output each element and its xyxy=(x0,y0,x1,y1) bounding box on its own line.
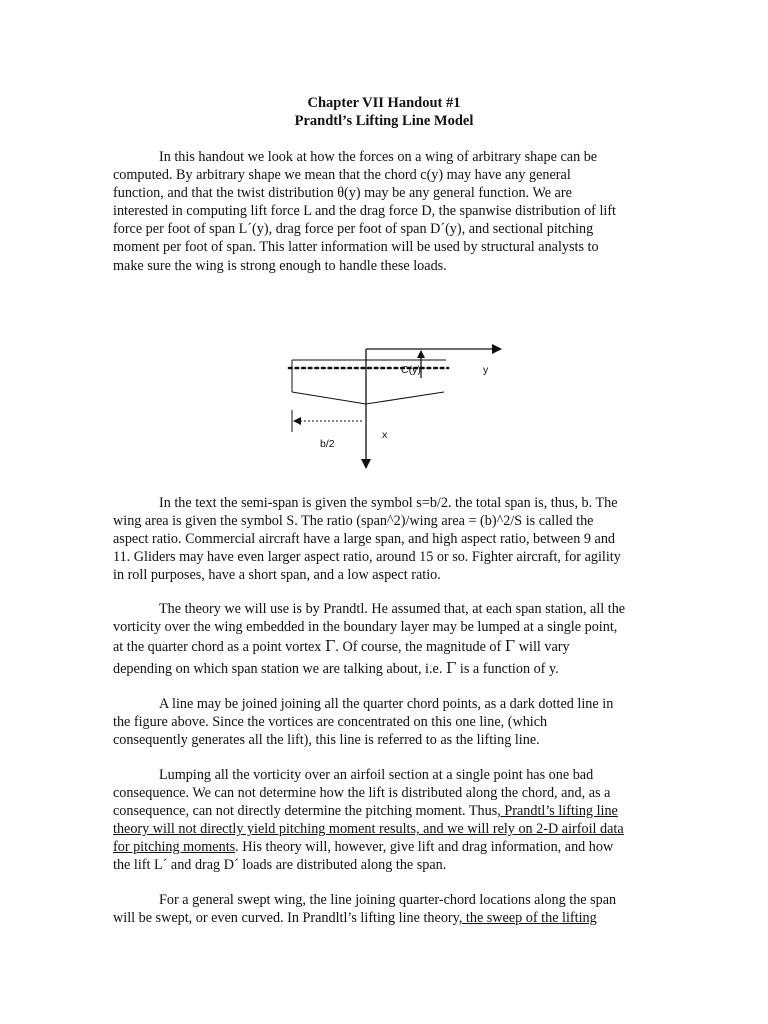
semispan-label: b/2 xyxy=(320,438,335,450)
text-line: Lumping all the vorticity over an airfoil section at a single point has one bad xyxy=(159,767,594,783)
text-line: consequence. We can not determine how the lift is distributed along the chord, and, as a xyxy=(113,785,611,802)
text-line: moment per foot of span. This latter information will be used by structural analysts to xyxy=(113,239,599,256)
text-line: make sure the wing is strong enough to handle these loads. xyxy=(113,257,447,274)
gamma-symbol: Γ xyxy=(324,637,336,656)
paragraph-aspect-ratio xyxy=(113,494,658,584)
underlined-text: theory will not directly yield pitching moment results, and we will rely on 2-D airfoil data xyxy=(113,821,624,838)
underlined-text: , the sweep of the lifting xyxy=(458,910,597,927)
x-axis-label: x xyxy=(382,429,388,441)
text-line: In this handout we look at how the forces on a wing of arbitrary shape can be xyxy=(159,149,598,165)
underlined-text: for pitching moments xyxy=(113,839,236,856)
paragraph-prandtl-theory xyxy=(113,600,658,680)
text-line xyxy=(113,838,658,856)
text-line: interested in computing lift force L and the drag force D, the spanwise distribution of lift xyxy=(113,203,616,220)
paragraph-pitching-moment xyxy=(113,766,658,875)
text-line xyxy=(113,657,658,680)
paragraph-swept-wing xyxy=(113,891,658,927)
title-line-1: Chapter VII Handout #1 xyxy=(307,95,461,111)
trailing-edge xyxy=(366,392,444,404)
text-line: aspect ratio. Commercial aircraft have a large span, and high aspect ratio, between 9 and xyxy=(113,531,616,548)
text-line: wing area is given the symbol S. The ratio (span^2)/wing area = (b)^2/S is called the xyxy=(113,513,594,530)
text-line: in roll purposes, have a short span, and a low aspect ratio. xyxy=(113,567,441,584)
text-line: computed. By arbitrary shape we mean that the chord c(y) may have any general xyxy=(113,167,571,184)
gamma-symbol: Γ xyxy=(504,637,516,656)
text-segment: will vary xyxy=(515,639,570,656)
paragraph-lifting-line xyxy=(113,695,658,749)
text-segment: will be swept, or even curved. In Prandltl’s lifting line theory xyxy=(113,910,459,927)
text-line: consequently generates all the lift), this line is referred to as the lifting line. xyxy=(113,732,540,749)
gamma-symbol: Γ xyxy=(445,659,457,678)
text-line: force per foot of span L´(y), drag force per foot of span D´(y), and sectional pitching xyxy=(113,221,594,238)
text-line: the lift L´ and drag D´ loads are distributed along the span. xyxy=(113,857,447,874)
chord-label: C(y) xyxy=(401,364,421,376)
text-line: 11. Gliders may have even larger aspect ratio, around 15 or so. Fighter aircraft, for agility xyxy=(113,549,621,566)
text-segment: consequence, can not directly determine the pitching moment. Thus xyxy=(113,803,498,820)
text-line: For a general swept wing, the line joining quarter-chord locations along the span xyxy=(159,892,617,908)
text-line: A line may be joined joining all the quarter chord points, as a dark dotted line in xyxy=(159,696,614,712)
text-segment: at the quarter chord as a point vortex xyxy=(113,639,325,656)
text-line: In the text the semi-span is given the symbol s=b/2. the total span is, thus, b. The xyxy=(159,495,618,511)
underlined-text: , Prandtl’s lifting line xyxy=(497,803,618,820)
y-axis-label: y xyxy=(483,364,489,376)
text-line: the figure above. Since the vortices are concentrated on this one line, (which xyxy=(113,714,548,731)
text-segment: depending on which span station we are talking about, i.e. xyxy=(113,661,446,678)
text-line: vorticity over the wing embedded in the boundary layer may be lumped at a single point, xyxy=(113,619,618,636)
trailing-edge xyxy=(292,392,366,404)
text-line xyxy=(113,636,658,657)
title-line-2: Prandtl’s Lifting Line Model xyxy=(294,113,474,129)
text-line: function, and that the twist distribution θ(y) may be any general function. We are xyxy=(113,185,572,202)
text-line xyxy=(113,802,658,820)
text-segment: . Of course, the magnitude of xyxy=(335,639,505,656)
text-line: The theory we will use is by Prandtl. He assumed that, at each span station, all the xyxy=(159,601,626,617)
text-segment: . His theory will, however, give lift and drag information, and how xyxy=(235,839,614,856)
text-segment: is a function of y. xyxy=(456,661,559,678)
text-line xyxy=(113,909,658,927)
